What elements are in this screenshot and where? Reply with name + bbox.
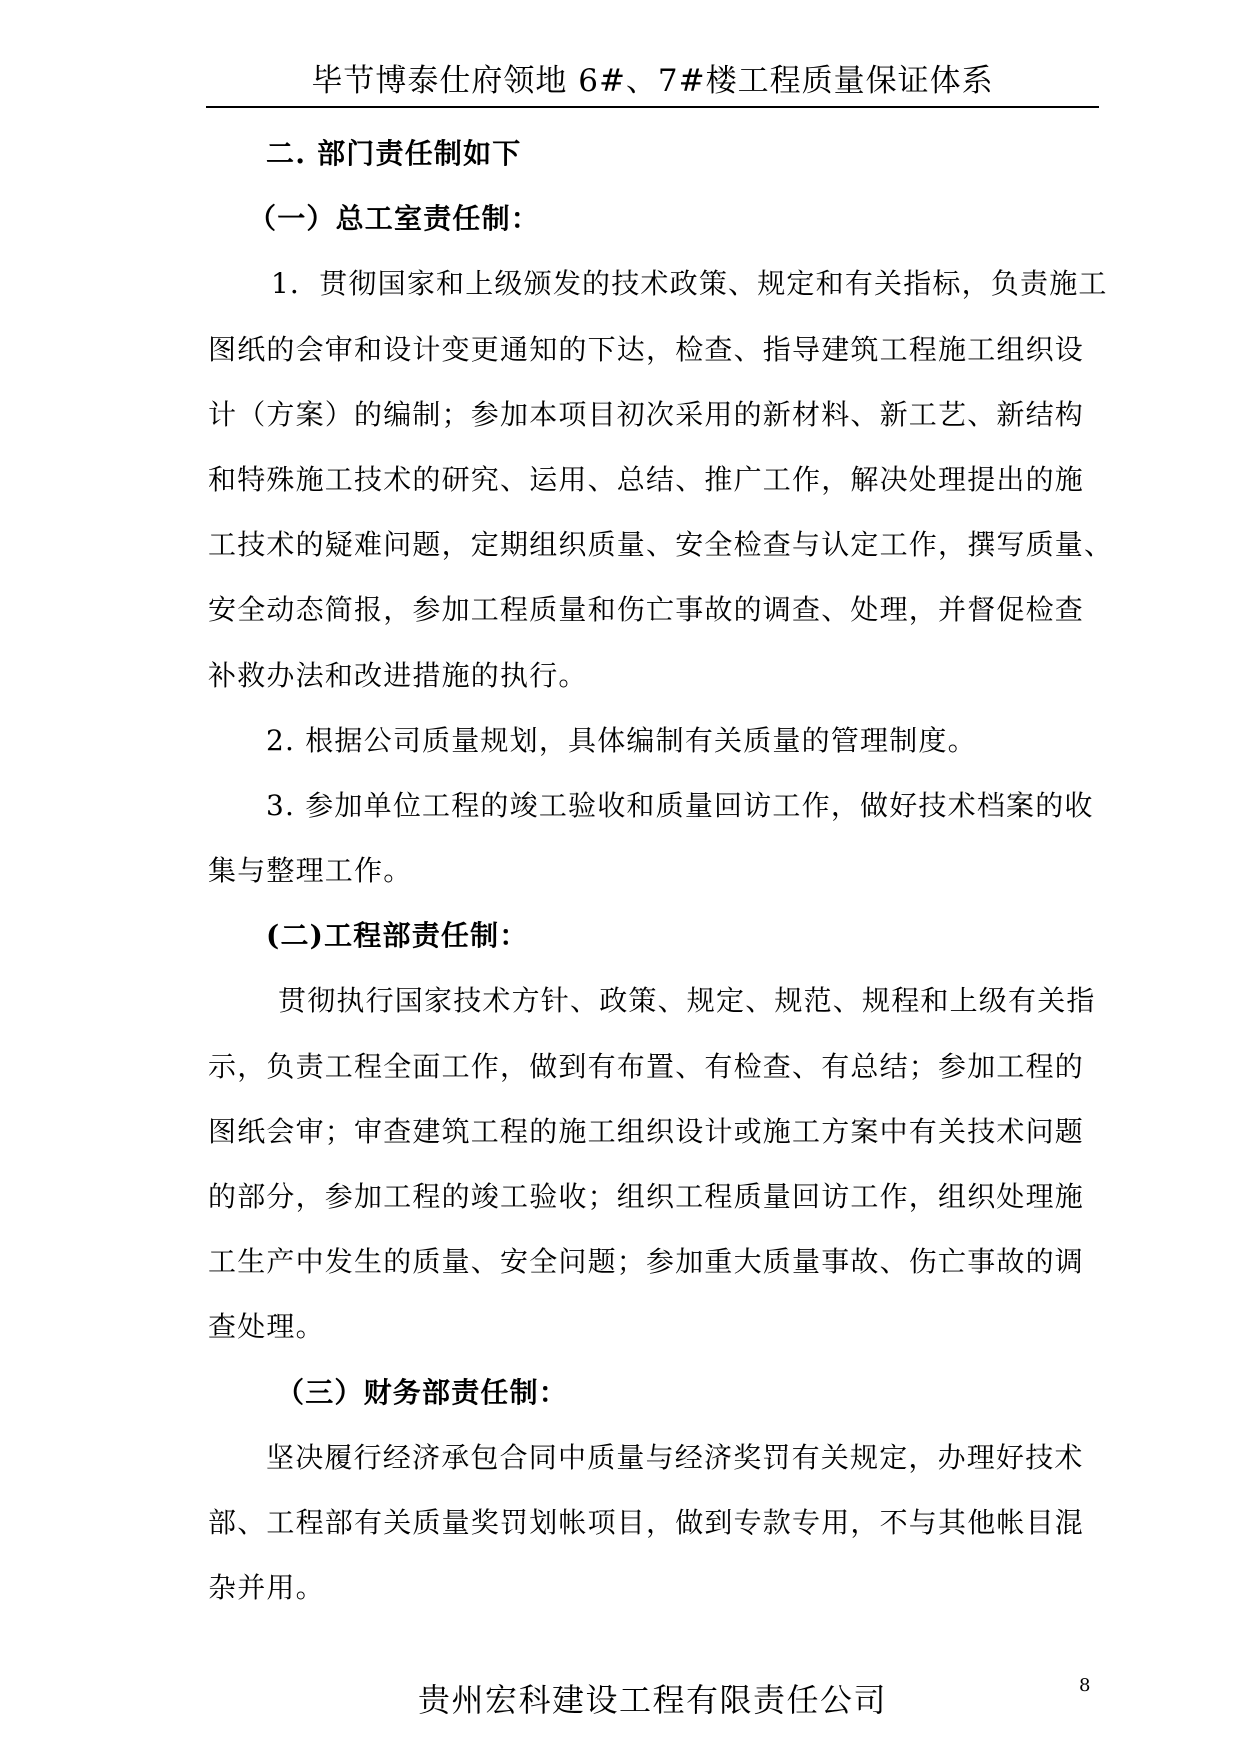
paragraph-line: 工生产中发生的质量、安全问题；参加重大质量事故、伤亡事故的调 — [208, 1245, 1085, 1279]
header-rule — [206, 106, 1099, 108]
paragraph-line: 3. 参加单位工程的竣工验收和质量回访工作，做好技术档案的收 — [266, 788, 1094, 822]
paragraph-line: 杂并用。 — [208, 1571, 325, 1605]
paragraph-line: 安全动态简报，参加工程质量和伤亡事故的调查、处理，并督促检查 — [208, 593, 1085, 627]
paragraph-line: 查处理。 — [208, 1310, 325, 1344]
paragraph-line: 贯彻执行国家技术方针、政策、规定、规范、规程和上级有关指 — [278, 984, 1096, 1018]
paragraph-line: 图纸会审；审查建筑工程的施工组织设计或施工方案中有关技术问题 — [208, 1114, 1085, 1148]
paragraph-line: 示，负责工程全面工作，做到有布置、有检查、有总结；参加工程的 — [208, 1049, 1085, 1083]
department-heading: （三）财务部责任制： — [276, 1375, 569, 1409]
paragraph-line: 部、工程部有关质量奖罚划帐项目，做到专款专用，不与其他帐目混 — [208, 1505, 1085, 1539]
paragraph-line: 2. 根据公司质量规划，具体编制有关质量的管理制度。 — [266, 723, 977, 757]
paragraph-line: 坚决履行经济承包合同中质量与经济奖罚有关规定，办理好技术 — [266, 1440, 1084, 1474]
paragraph-line: 计（方案）的编制；参加本项目初次采用的新材料、新工艺、新结构 — [208, 397, 1085, 431]
paragraph-line: 补救办法和改进措施的执行。 — [208, 658, 588, 692]
footer-company-name: 贵州宏科建设工程有限责任公司 — [417, 1681, 887, 1719]
paragraph-line: 1．贯彻国家和上级颁发的技术政策、规定和有关指标，负责施工 — [271, 267, 1108, 301]
section-title: 二. 部门责任制如下 — [266, 137, 522, 170]
paragraph-line: 工技术的疑难问题，定期组织质量、安全检查与认定工作，撰写质量、 — [208, 528, 1114, 562]
page-number: 8 — [1079, 1675, 1091, 1696]
department-heading: (二)工程部责任制： — [266, 919, 529, 953]
paragraph-line: 的部分，参加工程的竣工验收；组织工程质量回访工作，组织处理施 — [208, 1180, 1085, 1213]
paragraph-line: 和特殊施工技术的研究、运用、总结、推广工作，解决处理提出的施 — [208, 462, 1085, 496]
paragraph-line: 图纸的会审和设计变更通知的下达，检查、指导建筑工程施工组织设 — [208, 332, 1085, 366]
department-heading: （一）总工室责任制： — [248, 202, 541, 236]
paragraph-line: 集与整理工作。 — [208, 854, 413, 888]
header-title: 毕节博泰仕府领地 6#、7#楼工程质量保证体系 — [311, 63, 994, 99]
document-body — [208, 121, 1128, 1620]
